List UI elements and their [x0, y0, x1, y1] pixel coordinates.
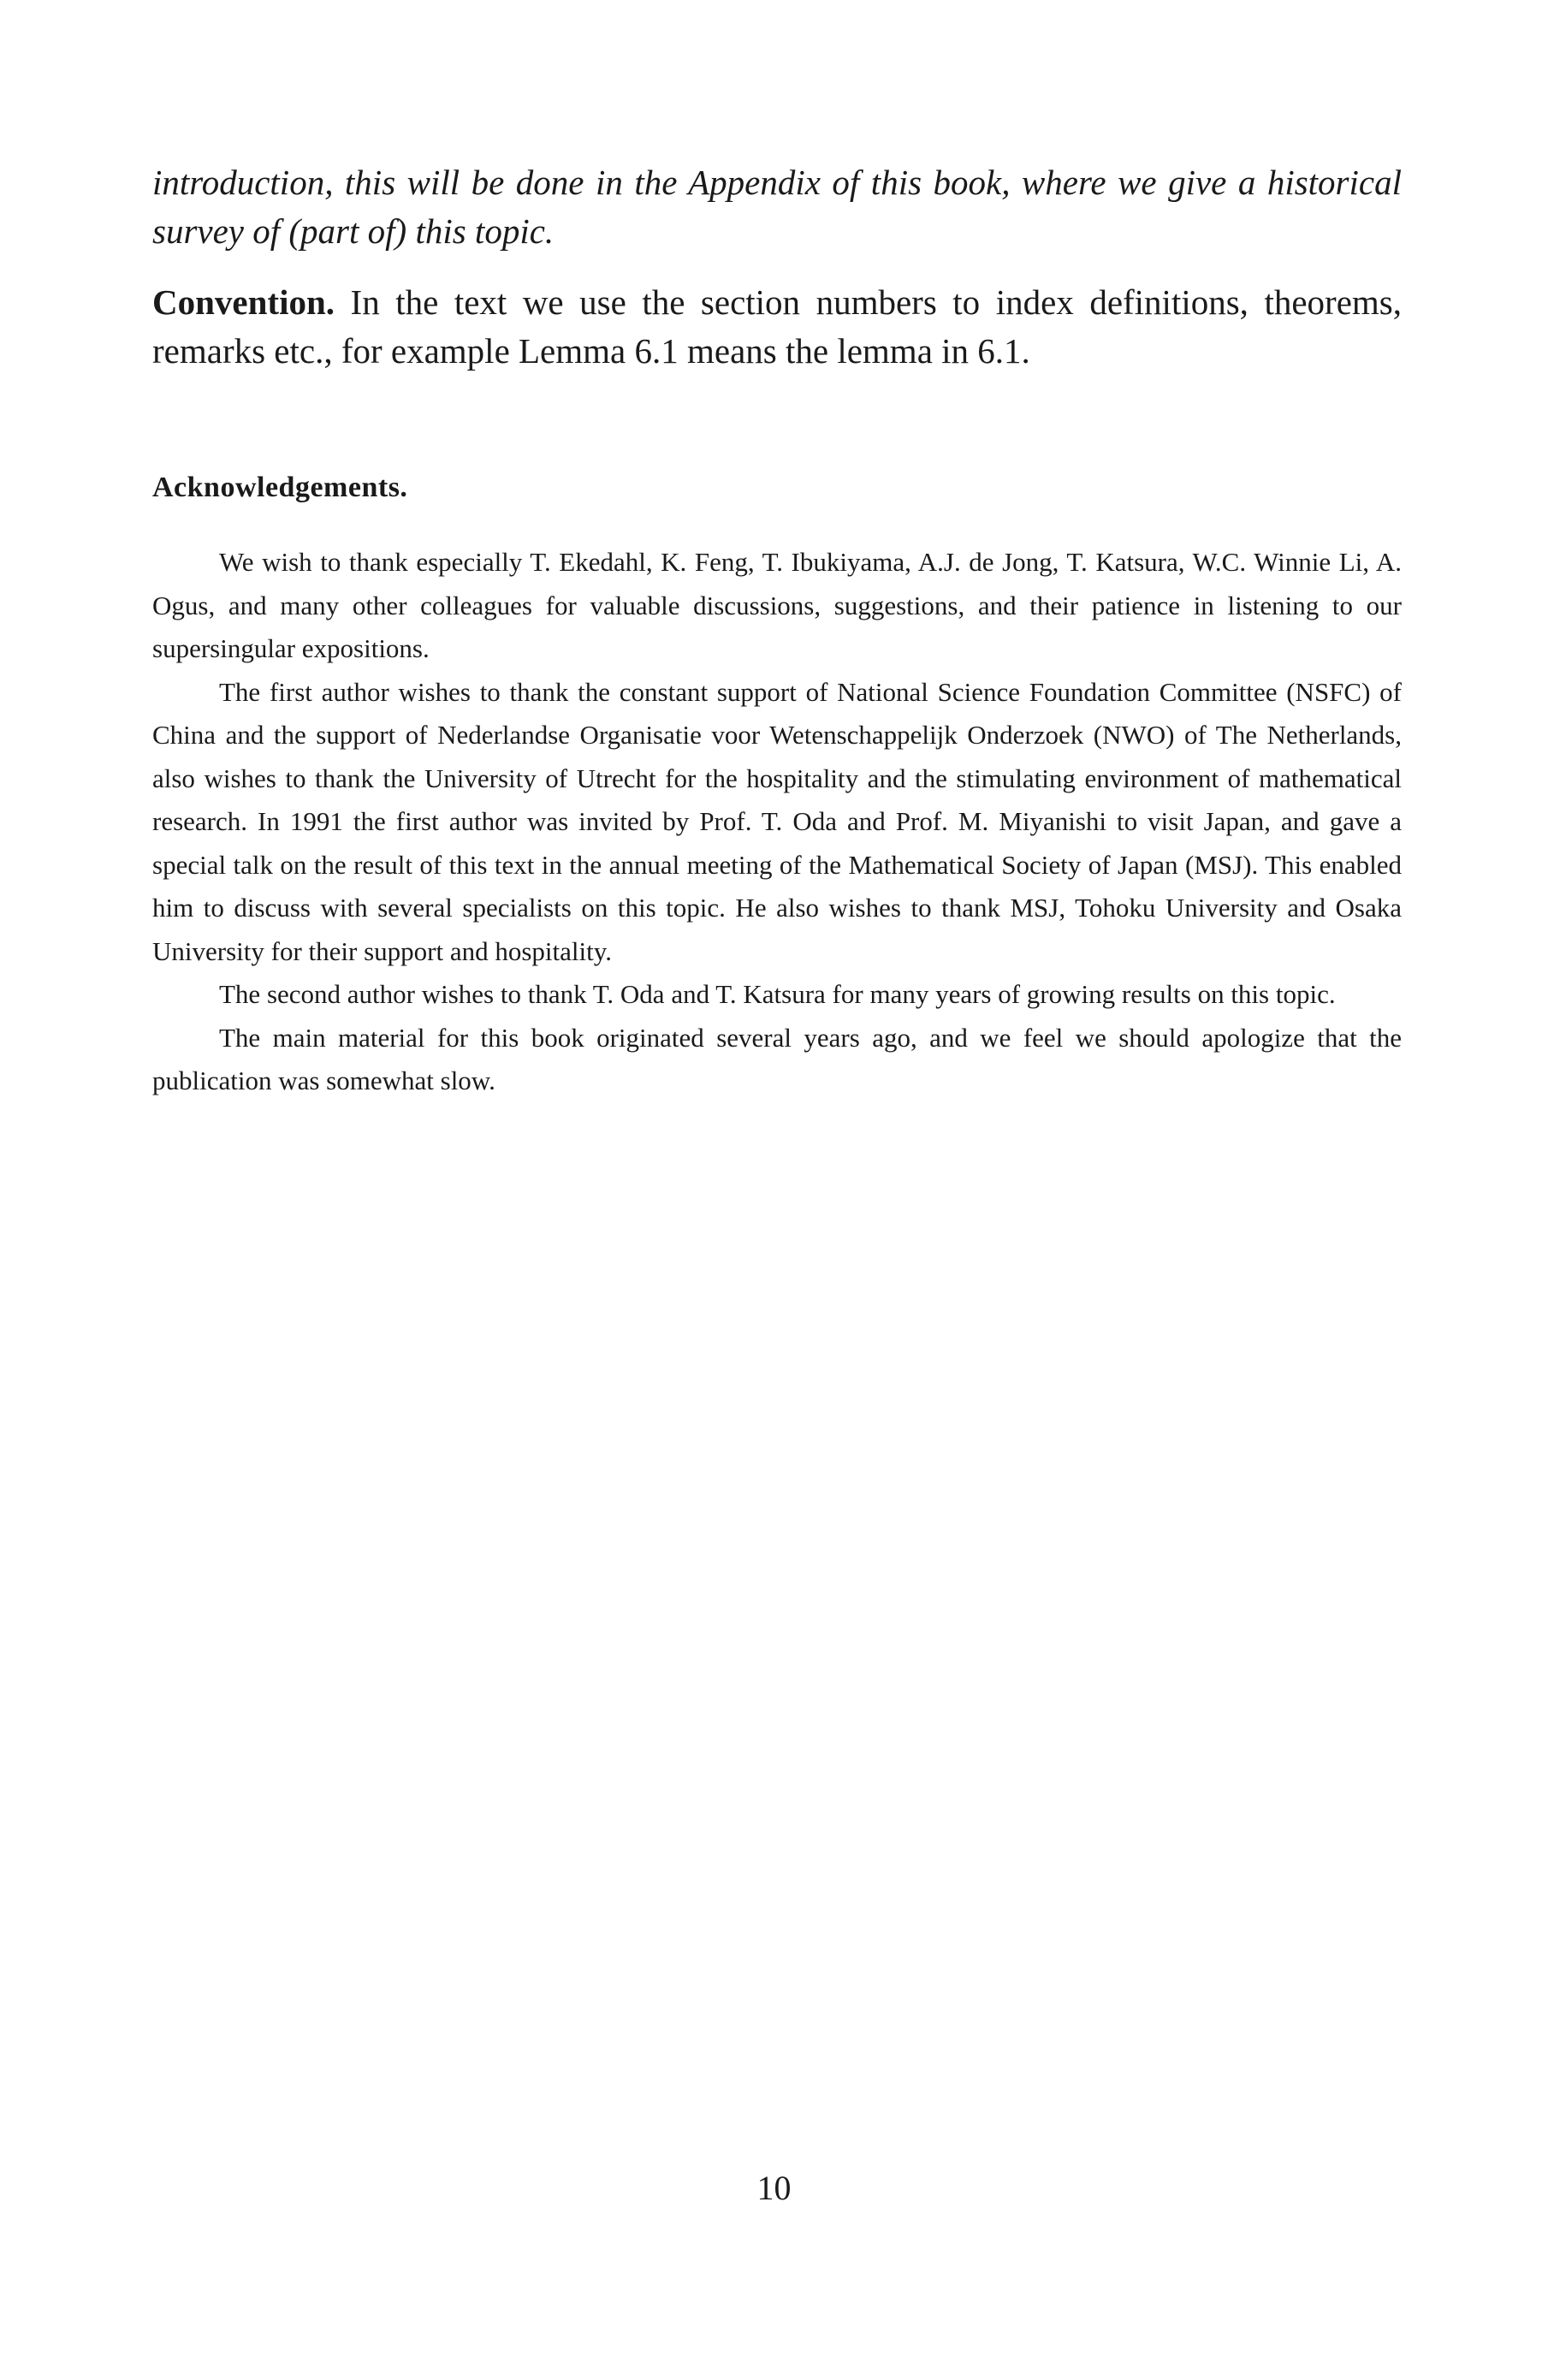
ack-paragraph-2: The first author wishes to thank the constant support of National Science Foundation Committee (NSFC) of China and the support of Nederlandse Organisatie voor Wetenschappelijk Onderzoek (NWO) of The Netherlands, also wishes to thank the University of Utrecht for the hospitality and the stimulating environment of mathematical research. In 1991 the first author was invited by Prof. T. Oda and Prof. M. Miyanishi to visit Japan, and gave a special talk on the result of this text in the annual meeting of the Mathematical Society of Japan (MSJ). This enabled him to discuss with several specialists on this topic. He also wishes to thank MSJ, Tohoku University and Osaka University for their support and hospitality. [152, 676, 1402, 966]
ack-paragraph-1: We wish to thank especially T. Ekedahl, K. Feng, T. Ibukiyama, A.J. de Jong, T. Katsura, W.C. Winnie Li, A. Ogus, and many other colleagues for valuable discussions, suggestions, and their patience in listening to our supersingular expositions. [152, 547, 1402, 663]
convention-label: Convention. [152, 282, 335, 322]
acknowledgements-body [152, 541, 1402, 1103]
convention-text: In the text we use the section numbers to index definitions, theorems, remarks etc., for example Lemma 6.1 means the lemma in 6.1. [152, 282, 1402, 371]
ack-paragraph-3: The second author wishes to thank T. Oda and T. Katsura for many years of growing results on this topic. [219, 979, 1336, 1009]
acknowledgements-heading: Acknowledgements. [152, 472, 408, 503]
page-number: 10 [756, 2169, 792, 2207]
intro-paragraph [152, 158, 1402, 256]
convention-paragraph [152, 278, 1402, 376]
intro-text: introduction, this will be done in the Appendix of this book, where we give a historical survey of (part of) this topic. [152, 163, 1402, 251]
ack-paragraph-4: The main material for this book originated several years ago, and we feel we should apologize that the publication was somewhat slow. [152, 1022, 1402, 1095]
